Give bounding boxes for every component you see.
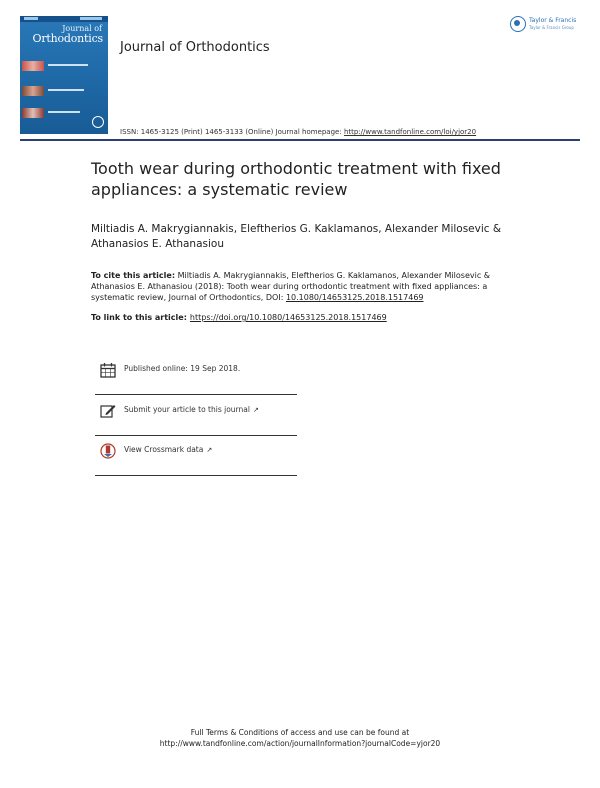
published-row — [95, 356, 297, 395]
journal-homepage-link[interactable]: http://www.tandfonline.com/loi/yjor20 — [343, 128, 477, 136]
crossmark-row[interactable] — [95, 437, 297, 476]
terms-footer — [0, 727, 600, 749]
terms-link[interactable]: http://www.tandfonline.com/action/journalInformation?journalCode=yjor20 — [159, 739, 441, 748]
issn-line — [120, 128, 476, 136]
cover-figure — [22, 61, 44, 71]
crossmark-text: View Crossmark data — [124, 445, 204, 454]
external-link-icon: ↗ — [252, 406, 259, 414]
journal-cover-image — [20, 16, 108, 134]
cover-title-small: Journal of — [62, 24, 102, 33]
cover-text-line — [48, 111, 80, 113]
cover-text-line — [48, 89, 84, 91]
calendar-icon — [100, 362, 116, 378]
article-doi-link[interactable]: https://doi.org/10.1080/14653125.2018.1517469 — [189, 313, 387, 322]
submit-article-link[interactable] — [124, 405, 259, 414]
crossmark-link[interactable] — [124, 445, 212, 454]
terms-text: Full Terms & Conditions of access and use can be found at — [190, 728, 410, 737]
published-date-text: Published online: 19 Sep 2018. — [124, 364, 241, 373]
citation-label: To cite this article: — [91, 271, 176, 280]
cover-top-bar — [20, 16, 108, 22]
issn-text: ISSN: 1465-3125 (Print) 1465-3133 (Online) Journal homepage: — [120, 128, 344, 136]
crossmark-icon — [100, 443, 116, 459]
publisher-subname: Taylor & Francis Group — [529, 25, 574, 30]
citation-block — [91, 270, 521, 303]
article-link-line — [91, 313, 387, 322]
cover-figure — [22, 86, 44, 96]
submit-article-row[interactable] — [95, 397, 297, 436]
link-label: To link to this article: — [91, 313, 187, 322]
header-divider — [20, 139, 580, 141]
journal-name: Journal of Orthodontics — [120, 40, 270, 55]
article-title: Tooth wear during orthodontic treatment with fixed appliances: a systematic review — [91, 159, 501, 199]
cover-figure — [22, 108, 44, 118]
cover-publisher-logo — [92, 116, 104, 128]
article-authors: Miltiadis A. Makrygiannakis, Eleftherios G. Kaklamanos, Alexander Milosevic & Athanasios E. Athanasiou — [91, 223, 502, 250]
edit-icon — [100, 403, 116, 419]
cover-text-line — [48, 64, 88, 66]
submit-article-text: Submit your article to this journal — [124, 405, 250, 414]
publisher-name: Taylor & Francis — [529, 17, 577, 24]
doi-link[interactable]: 10.1080/14653125.2018.1517469 — [285, 293, 424, 302]
publisher-logo[interactable] — [510, 16, 580, 36]
external-link-icon: ↗ — [206, 446, 213, 454]
cover-title: Orthodontics — [32, 32, 103, 45]
publisher-logo-icon — [510, 16, 526, 32]
citation-text: Miltiadis A. Makrygiannakis, Eleftherios G. Kaklamanos, Alexander Milosevic & Athanasios E. Athanasiou (2018): Tooth wear during orthodontic treatment with fixed appliances: a systematic review, Journal of Orthodontics, DOI: — [91, 271, 491, 302]
